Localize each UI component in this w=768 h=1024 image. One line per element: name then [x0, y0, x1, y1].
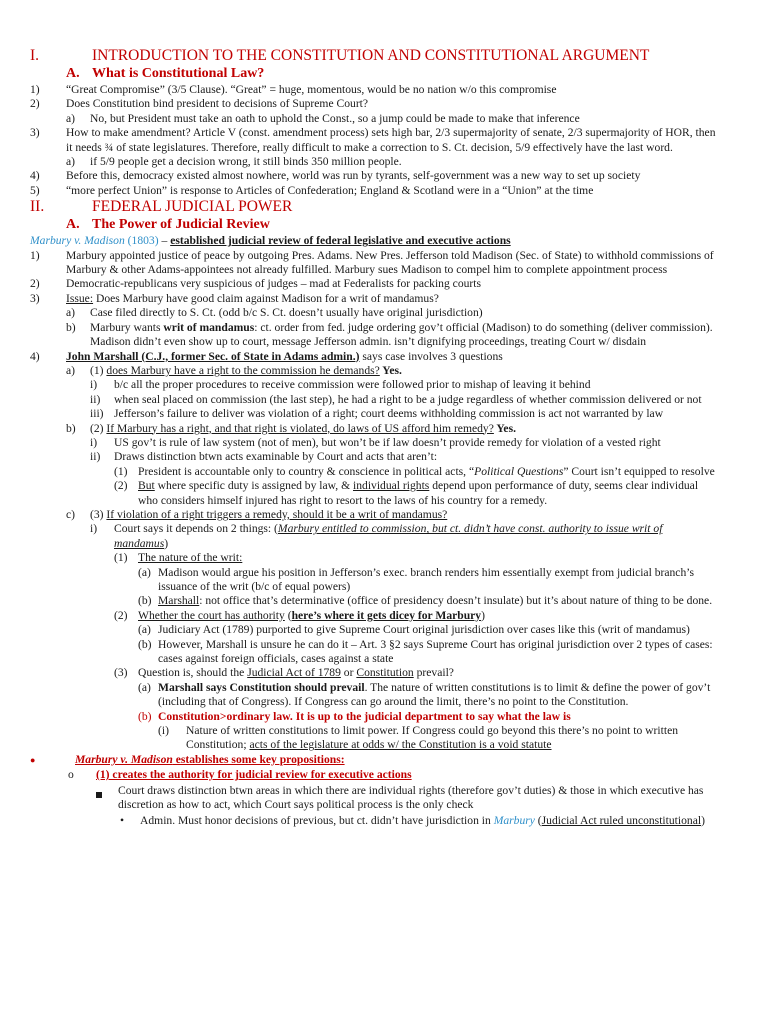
text-run: does Marbury have a right to the commission he demands?	[106, 363, 380, 377]
item-text	[92, 216, 718, 233]
item-text	[114, 407, 718, 421]
item-text	[66, 277, 718, 291]
text-run: Court draws distinction btwn areas in which there are individual rights (therefore gov’t duties) & those in which executive has discretion as how to act, which Court says political process is the only check	[118, 783, 704, 812]
outline-item	[0, 508, 768, 522]
item-text	[138, 465, 718, 479]
item-text	[114, 393, 718, 407]
item-marker: (a)	[138, 623, 151, 637]
text-run: Whether the court has authority	[138, 608, 285, 622]
item-marker: (b)	[138, 709, 152, 723]
outline-item	[0, 768, 768, 782]
item-marker: (b)	[138, 637, 152, 651]
item-marker: I.	[30, 47, 40, 64]
text-run: Marbury wants	[90, 320, 164, 334]
item-text	[158, 623, 718, 637]
outline-item	[0, 681, 768, 710]
text-run: : not office that’s determinative (office of presidency doesn’t insulate) but it’s about nature of thing to be done.	[199, 594, 713, 608]
text-run: )	[164, 536, 169, 550]
item-text	[66, 97, 718, 111]
text-run: “Great Compromise” (3/5 Clause). “Great” = huge, momentous, would be no nation w/o this compromise	[66, 83, 557, 96]
text-run: Yes.	[379, 363, 402, 377]
item-marker: (3)	[114, 666, 128, 680]
outline-item	[0, 350, 768, 364]
text-run: –	[158, 234, 171, 248]
text-run: Issue:	[66, 291, 94, 305]
outline-item	[0, 277, 768, 291]
item-text	[114, 436, 718, 450]
item-marker: a)	[66, 363, 76, 377]
item-marker: II.	[30, 198, 45, 216]
item-text	[158, 594, 718, 608]
item-text	[30, 234, 718, 248]
item-text	[66, 292, 718, 306]
outline-item	[0, 83, 768, 97]
item-marker: c)	[66, 507, 76, 521]
text-run: )	[481, 608, 485, 622]
text-run: Marbury entitled to commission, but ct. didn’t have const. authority to issue writ of mandamus	[114, 522, 663, 550]
text-run: . The nature of written constitutions is to limit & define the power of gov’t (including that of Congress). If Congress can go around the limit, there’s no point to the Constitution.	[158, 680, 711, 709]
outline-item	[0, 249, 768, 278]
item-text	[92, 198, 718, 216]
item-marker: (b)	[138, 594, 152, 608]
outline-item	[0, 666, 768, 680]
text-run: Does Marbury have good claim against Madison for a writ of mandamus?	[93, 291, 439, 305]
outline-item	[0, 710, 768, 724]
text-run: Marshall says Constitution should prevail	[158, 680, 365, 694]
item-text	[114, 522, 718, 551]
item-marker: 3)	[30, 291, 40, 305]
case-citation: (1803)	[124, 234, 159, 248]
text-run: Judiciary Act (1789) purported to give Supreme Court original jurisdiction over cases like this (writ of mandamus)	[158, 623, 690, 637]
item-marker: ●	[30, 754, 36, 765]
text-run: Yes.	[493, 421, 516, 435]
item-marker: a)	[66, 155, 76, 169]
item-marker: (i)	[158, 724, 169, 738]
item-marker: (2)	[114, 479, 128, 493]
item-text	[90, 306, 718, 320]
outline-item	[0, 407, 768, 421]
text-run: Draws distinction btwn acts examinable by Court and acts that aren’t:	[114, 450, 438, 464]
text-run: Case filed directly to S. Ct. (odd b/c S. Ct. doesn’t usually have original jurisdiction)	[90, 306, 483, 320]
square-bullet-icon	[96, 792, 102, 798]
text-run: FEDERAL JUDICIAL POWER	[92, 198, 293, 216]
item-text	[90, 321, 718, 350]
outline-item	[0, 155, 768, 169]
outline-item	[0, 724, 768, 753]
item-text	[66, 184, 718, 198]
text-run: Judicial Act of 1789	[247, 666, 341, 680]
text-run: US gov’t is rule of law system (not of men), but won’t be if law doesn’t provide remedy for violation of a vested right	[114, 435, 661, 449]
item-text	[138, 551, 718, 565]
item-text	[96, 768, 718, 782]
item-marker: 2)	[30, 97, 40, 111]
item-text	[66, 249, 718, 278]
text-run: The nature of the writ:	[138, 551, 243, 565]
item-marker: (2)	[114, 608, 128, 622]
text-run: )	[701, 813, 705, 827]
item-marker: a)	[66, 111, 76, 125]
item-marker: iii)	[90, 407, 104, 421]
item-marker: (a)	[138, 565, 151, 579]
text-run: where specific duty is assigned by law, &	[154, 479, 353, 493]
text-run: Before this, democracy existed almost nowhere, world was run by tyrants, self-government was a new way to set up society	[66, 169, 641, 183]
item-text	[138, 666, 718, 680]
case-citation: Marbury	[493, 813, 535, 827]
item-marker: i)	[90, 522, 98, 536]
item-marker: 4)	[30, 349, 40, 363]
outline-item	[0, 594, 768, 608]
text-run: INTRODUCTION TO THE CONSTITUTION AND CONSTITUTIONAL ARGUMENT	[92, 47, 650, 64]
item-text	[92, 47, 718, 65]
outline-heading	[0, 47, 768, 65]
outline-item	[0, 450, 768, 464]
outline-item	[0, 292, 768, 306]
outline-item	[0, 522, 768, 551]
text-run: : ct. order from fed. judge ordering gov’t official (Madison) to do something (deliver commission). Madison didn’t even show up to court, message Jefferson admin. isn’t dignifying proceedings, treating Court w/ disdain	[90, 320, 713, 349]
text-run: Marshall	[158, 594, 200, 608]
item-text	[186, 724, 718, 753]
text-run: Constitution	[356, 666, 414, 680]
text-run: (	[284, 608, 292, 622]
text-run: The Power of Judicial Review	[92, 217, 270, 233]
outline-item	[0, 97, 768, 111]
item-marker: ii)	[90, 392, 101, 406]
outline-item	[0, 184, 768, 198]
outline-item	[0, 126, 768, 155]
text-run: writ of mandamus	[163, 320, 255, 334]
text-run: established judicial review of federal legislative and executive actions	[170, 234, 511, 248]
text-run: If Marbury has a right, and that right is violated, do laws of US afford him remedy?	[106, 421, 494, 435]
outline-item	[0, 623, 768, 637]
item-marker: 5)	[30, 183, 40, 197]
item-text	[92, 65, 718, 82]
text-run: Judicial Act ruled unconstitutional	[541, 813, 702, 827]
outline-item	[0, 753, 768, 767]
text-run: Marbury v. Madison	[75, 752, 173, 766]
item-marker: b)	[66, 421, 76, 435]
text-run: But	[138, 479, 155, 493]
text-run: says case involves 3 questions	[359, 349, 503, 363]
outline-heading	[0, 198, 768, 216]
text-run: ” Court isn’t equipped to resolve	[563, 464, 715, 478]
item-text	[66, 83, 718, 97]
outline-item	[0, 566, 768, 595]
text-run: Admin. Must honor decisions of previous, but ct. didn’t have jurisdiction in	[140, 813, 494, 827]
outline-item	[0, 638, 768, 667]
text-run: No, but President must take an oath to uphold the Const., so a jump could be made to make that inference	[90, 111, 580, 125]
text-run: President is accountable only to country & conscience in political acts, “	[138, 464, 475, 478]
text-run: What is Constitutional Law?	[92, 66, 265, 81]
outline-item	[0, 378, 768, 392]
text-run: Question is, should the	[138, 666, 248, 680]
text-run: How to make amendment? Article V (const. amendment process) sets high bar, 2/3 supermajority of senate, 2/3 supermajority of HOR, then it needs ¾ of state legislatures. Therefore, really difficult to make a correction to S. Ct. decision, 5/9 effectively have the last word.	[66, 126, 716, 154]
item-marker: •	[120, 813, 125, 827]
item-marker: o	[68, 768, 74, 782]
item-marker: a)	[66, 306, 76, 320]
item-marker: A.	[66, 217, 80, 233]
text-run: Does Constitution bind president to decisions of Supreme Court?	[66, 97, 369, 111]
outline-heading	[0, 216, 768, 233]
text-run: acts of the legislature at odds w/ the Constitution is a void statute	[249, 738, 552, 752]
item-text	[66, 126, 718, 155]
text-run: Political Questions	[474, 464, 564, 478]
item-marker: 1)	[30, 248, 40, 262]
item-text	[114, 378, 718, 392]
text-run: John Marshall (C.J., former Sec. of State in Adams admin.)	[66, 349, 360, 363]
case-citation: Marbury v. Madison	[30, 234, 125, 248]
item-text	[158, 710, 718, 724]
outline-item	[0, 234, 768, 248]
text-run: or	[340, 666, 357, 680]
outline-item	[0, 436, 768, 450]
text-run: if 5/9 people get a decision wrong, it still binds 350 million people.	[90, 155, 402, 169]
text-run: Constitution>ordinary law. It is up to the judicial department to say what the law is	[158, 709, 571, 723]
item-marker: 4)	[30, 169, 40, 183]
item-text	[138, 609, 718, 623]
text-run: Jefferson’s failure to deliver was violation of a right; court deems withholding commission is act not warranted by law	[114, 407, 664, 421]
outline-item	[0, 609, 768, 623]
text-run: depend upon performance of duty, seems clear individual who considers himself injured has right to resort to the laws of his country for a remedy.	[138, 479, 699, 507]
text-run: individual rights	[353, 479, 430, 493]
item-marker: (1)	[114, 464, 128, 478]
item-text	[140, 814, 718, 828]
item-text	[90, 364, 718, 378]
text-run: here’s where it gets dicey for Marbury	[291, 608, 482, 622]
text-run: prevail?	[413, 666, 454, 680]
item-marker: A.	[66, 66, 80, 81]
item-marker: i)	[90, 435, 98, 449]
text-run: when seal placed on commission (the last step), he had a right to be a judge regardless of whether commission delivered or not	[114, 392, 702, 406]
item-text	[66, 350, 718, 364]
outline-item	[0, 169, 768, 183]
text-run: (1)	[90, 363, 107, 377]
text-run: If violation of a right triggers a remedy, should it be a writ of mandamus?	[106, 507, 448, 521]
outline-item	[0, 784, 768, 813]
outline-item	[0, 306, 768, 320]
item-text	[158, 566, 718, 595]
text-run: “more perfect Union” is response to Articles of Confederation; England & Scotland were in a “Union” at the time	[66, 183, 594, 197]
outline-item	[0, 364, 768, 378]
outline-item	[0, 321, 768, 350]
item-text	[138, 479, 718, 508]
item-marker: ii)	[90, 450, 101, 464]
text-run: However, Marshall is unsure he can do it – Art. 3 §2 says Supreme Court has original jurisdiction over 2 types of cases: cases against foreign officials, cases against a state	[158, 637, 713, 666]
item-text	[90, 422, 718, 436]
text-run: (2)	[90, 421, 107, 435]
text-run: establishes some key propositions:	[172, 752, 345, 766]
text-run: b/c all the proper procedures to receive commission were followed prior to mishap of leaving it behind	[114, 378, 591, 392]
outline-item	[0, 551, 768, 565]
item-text	[158, 681, 718, 710]
outline-item	[0, 112, 768, 126]
item-text	[90, 112, 718, 126]
text-run: (1) creates the authority for judicial review for executive actions	[96, 768, 412, 782]
item-marker: 2)	[30, 277, 40, 291]
item-text	[90, 155, 718, 169]
item-text	[75, 753, 718, 767]
text-run: (	[534, 813, 542, 827]
text-run: Court says it depends on 2 things: (	[114, 522, 278, 536]
item-marker: 1)	[30, 83, 40, 96]
item-marker: i)	[90, 378, 98, 392]
item-text	[90, 508, 718, 522]
item-text	[66, 169, 718, 183]
text-run: Marbury appointed justice of peace by outgoing Pres. Adams. New Pres. Jefferson told Madison (Sec. of State) to withhold commissions of Marbury & other Adams-appointees not already fulfilled. Marbury sues Madison to compel him to complete appointment process	[66, 248, 714, 277]
item-marker: (a)	[138, 680, 151, 694]
item-text	[114, 450, 718, 464]
item-text	[118, 784, 718, 813]
item-marker: (1)	[114, 551, 128, 565]
item-text	[158, 638, 718, 667]
text-run: Madison would argue his position in Jefferson’s exec. branch renders him essentially exempt from judicial branch’s issuance of the writ (b/c of equal powers)	[158, 565, 694, 593]
text-run: Democratic-republicans very suspicious of judges – mad at Federalists for packing courts	[66, 277, 482, 291]
text-run: (3)	[90, 507, 107, 521]
text-run: Nature of written constitutions to limit power. If Congress could go beyond this there’s no point to written Constitution;	[186, 724, 679, 752]
outline-item	[0, 422, 768, 436]
outline-heading	[0, 65, 768, 82]
item-marker: b)	[66, 320, 76, 334]
item-marker: 3)	[30, 126, 40, 140]
outline-item	[0, 814, 768, 828]
outline-item	[0, 465, 768, 479]
outline-item	[0, 393, 768, 407]
outline-item	[0, 479, 768, 508]
item-marker	[96, 788, 102, 802]
